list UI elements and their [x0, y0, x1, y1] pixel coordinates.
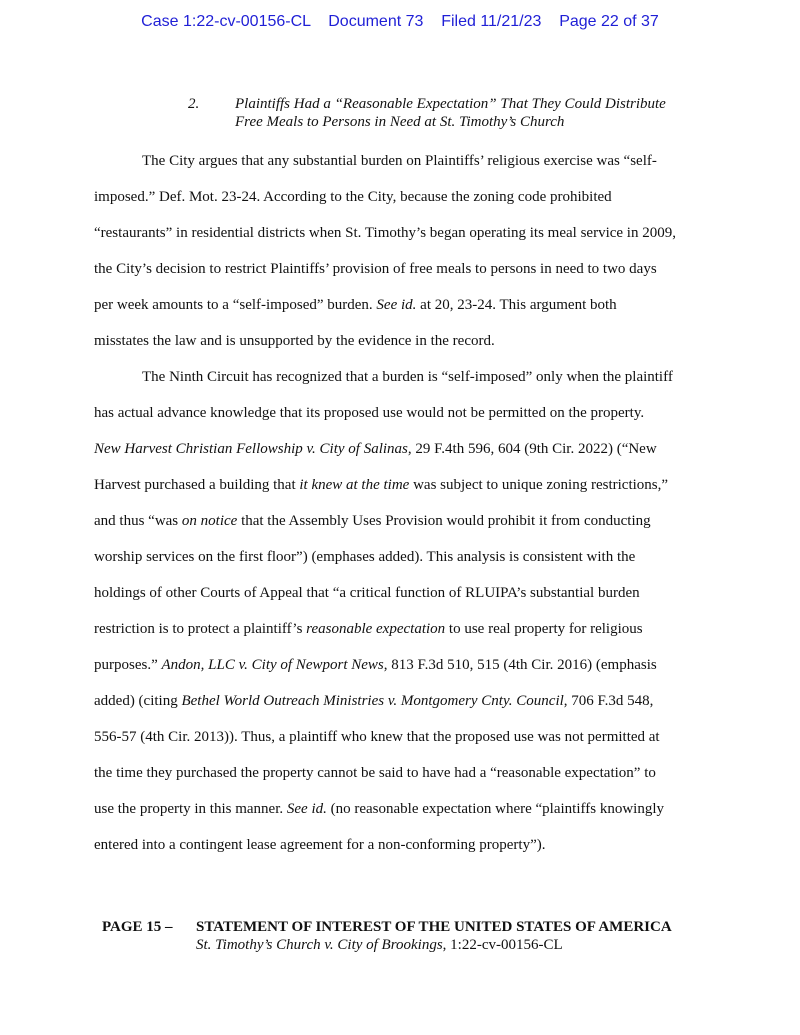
- p2-line-14: entered into a contingent lease agreement for a non-conforming property”).: [94, 837, 546, 853]
- p2-line-13: [94, 791, 708, 827]
- text-run: , 706 F.3d 548,: [563, 693, 654, 709]
- text-run: and thus “was: [94, 513, 182, 529]
- text-run: that the Assembly Uses Provision would prohibit it from conducting: [237, 513, 651, 529]
- p2-line-11: 556-57 (4th Cir. 2013)). Thus, a plaintiff who knew that the proposed use was not permitted at: [94, 729, 660, 745]
- footer-caption: [196, 936, 563, 954]
- text-run: was subject to unique zoning restrictions,”: [409, 477, 669, 493]
- ecf-document-number: Document 73: [328, 13, 424, 30]
- p2-line-2: has actual advance knowledge that its proposed use would not be permitted on the property.: [94, 405, 645, 421]
- p2-line-7: holdings of other Courts of Appeal that “a critical function of RLUIPA’s substantial burden: [94, 585, 640, 601]
- citation-signal: See id.: [376, 297, 417, 313]
- text-run: at 20, 23-24. This argument both: [416, 297, 617, 313]
- ecf-filed-date: Filed 11/21/23: [441, 13, 542, 30]
- section-title-line-1: Plaintiffs Had a “Reasonable Expectation” That They Could Distribute: [235, 96, 666, 112]
- text-run: to use real property for religious: [445, 621, 643, 637]
- p1-line-6: misstates the law and is unsupported by the evidence in the record.: [94, 333, 495, 349]
- citation-signal: See id.: [286, 801, 327, 817]
- case-name: Bethel World Outreach Ministries v. Montgomery Cnty. Council: [181, 693, 564, 709]
- p2-line-9: [94, 647, 708, 683]
- text-run: purposes.”: [94, 657, 162, 673]
- section-title-line-2: Free Meals to Persons in Need at St. Timothy’s Church: [235, 114, 565, 130]
- case-name: Andon, LLC v. City of Newport News: [161, 657, 384, 673]
- p1-line-5: [94, 287, 708, 323]
- p2-line-8: [94, 611, 708, 647]
- text-run: Harvest purchased a building that: [94, 477, 300, 493]
- footer-page-label: PAGE 15 –: [102, 919, 173, 935]
- p2-line-6: worship services on the first floor”) (emphases added). This analysis is consistent with the: [94, 549, 636, 565]
- text-run: per week amounts to a “self-imposed” burden.: [94, 297, 377, 313]
- p1-line-2: imposed.” Def. Mot. 23-24. According to the City, because the zoning code prohibited: [94, 189, 612, 205]
- p1-line-4: the City’s decision to restrict Plaintiffs’ provision of free meals to persons in need to two days: [94, 261, 657, 277]
- p2-line-4: [94, 467, 708, 503]
- body-text: [94, 143, 708, 863]
- footer-title: STATEMENT OF INTEREST OF THE UNITED STATES OF AMERICA: [196, 919, 672, 935]
- section-number: 2.: [188, 96, 200, 112]
- emphasis: it knew at the time: [299, 477, 410, 493]
- ecf-case-number: Case 1:22-cv-00156-CL: [141, 13, 311, 30]
- text-run: , 29 F.4th 596, 604 (9th Cir. 2022) (“New: [407, 441, 657, 457]
- text-run: added) (citing: [94, 693, 182, 709]
- p2-line-3: [94, 431, 708, 467]
- emphasis: reasonable expectation: [306, 621, 446, 637]
- p2-line-5: [94, 503, 708, 539]
- p2-line-1: The Ninth Circuit has recognized that a burden is “self-imposed” only when the plaintiff: [142, 369, 673, 385]
- footer-case-number: , 1:22-cv-00156-CL: [442, 937, 563, 953]
- text-run: restriction is to protect a plaintiff’s: [94, 621, 307, 637]
- p1-line-1: The City argues that any substantial burden on Plaintiffs’ religious exercise was “self-: [142, 153, 657, 169]
- case-name: New Harvest Christian Fellowship v. City of Salinas: [94, 441, 408, 457]
- section-title: [235, 95, 715, 131]
- ecf-header: [0, 13, 800, 31]
- p2-line-10: [94, 683, 708, 719]
- emphasis: on notice: [181, 513, 238, 529]
- text-run: use the property in this manner.: [94, 801, 287, 817]
- text-run: , 813 F.3d 510, 515 (4th Cir. 2016) (emphasis: [383, 657, 657, 673]
- ecf-page-number: Page 22 of 37: [559, 13, 659, 30]
- p1-line-3: “restaurants” in residential districts when St. Timothy’s began operating its meal service in 2009,: [94, 225, 676, 241]
- text-run: (no reasonable expectation where “plaintiffs knowingly: [326, 801, 664, 817]
- p2-line-12: the time they purchased the property cannot be said to have had a “reasonable expectation” to: [94, 765, 656, 781]
- footer-case-name: St. Timothy’s Church v. City of Brookings: [196, 937, 443, 953]
